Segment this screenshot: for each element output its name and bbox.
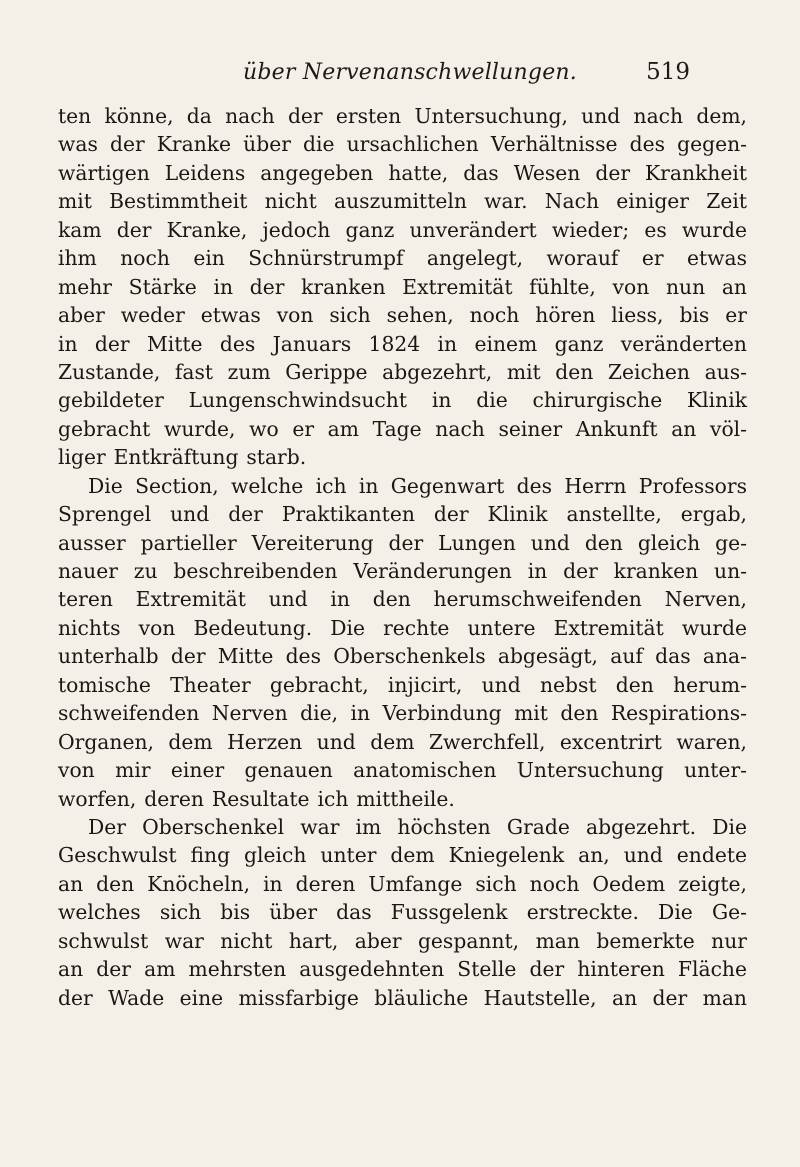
text-line: gebracht wurde, wo er am Tage nach seiner Ankunft an völ-: [58, 416, 747, 441]
text-line: Sprengel und der Praktikanten der Klinik anstellte, ergab,: [58, 502, 747, 527]
text-line: unterhalb der Mitte des Oberschenkels abgesägt, auf das ana-: [58, 644, 747, 669]
page-number: 519: [646, 59, 690, 85]
text-line: aber weder etwas von sich sehen, noch hören liess, bis er: [58, 303, 747, 328]
text-line: Zustande, fast zum Gerippe abgezehrt, mit den Zeichen aus-: [58, 359, 747, 384]
paragraph-end-line: worfen, deren Resultate ich mittheile.: [58, 786, 455, 811]
paragraph-start-line: Der Oberschenkel war im höchsten Grade abgezehrt. Die: [88, 814, 747, 839]
text-line: schwulst war nicht hart, aber gespannt, man bemerkte nur: [58, 928, 747, 953]
text-line: mehr Stärke in der kranken Extremität fühlte, von nun an: [58, 274, 747, 299]
text-line: an den Knöcheln, in deren Umfange sich noch Oedem zeigte,: [58, 871, 747, 896]
body-text: [58, 102, 747, 1012]
text-line: ausser partieller Vereiterung der Lungen und den gleich ge-: [58, 530, 747, 555]
text-line: Organen, dem Herzen und dem Zwerchfell, excentrirt waren,: [58, 729, 747, 754]
text-line: in der Mitte des Januars 1824 in einem ganz veränderten: [58, 331, 747, 356]
text-line: nichts von Bedeutung. Die rechte untere Extremität wurde: [58, 615, 747, 640]
text-line: mit Bestimmtheit nicht auszumitteln war. Nach einiger Zeit: [58, 189, 747, 214]
text-line: tomische Theater gebracht, injicirt, und nebst den herum-: [58, 672, 747, 697]
text-line: was der Kranke über die ursachlichen Verhältnisse des gegen-: [58, 132, 747, 157]
text-line: von mir einer genauen anatomischen Untersuchung unter-: [58, 758, 747, 783]
text-line: an der am mehrsten ausgedehnten Stelle der hinteren Fläche: [58, 957, 747, 982]
paragraph-end-line: liger Entkräftung starb.: [58, 445, 307, 470]
text-line: schweifenden Nerven die, in Verbindung mit den Respirations-: [58, 701, 747, 726]
text-line: welches sich bis über das Fussgelenk erstreckte. Die Ge-: [58, 900, 747, 925]
page-header: [0, 60, 800, 96]
text-line: gebildeter Lungenschwindsucht in die chirurgische Klinik: [58, 388, 747, 413]
text-line: nauer zu beschreibenden Veränderungen in der kranken un-: [58, 559, 747, 583]
text-line: der Wade eine missfarbige bläuliche Hautstelle, an der man: [58, 985, 747, 1010]
text-line: teren Extremität und in den herumschweifenden Nerven,: [58, 587, 747, 612]
text-line: ten könne, da nach der ersten Untersuchung, und nach dem,: [58, 104, 747, 128]
paragraph-start-line: Die Section, welche ich in Gegenwart des Herrn Professors: [88, 473, 747, 498]
text-line: Geschwulst fing gleich unter dem Kniegelenk an, und endete: [58, 843, 747, 868]
text-line: kam der Kranke, jedoch ganz unverändert wieder; es wurde: [58, 217, 747, 242]
running-title: über Nervenanschwellungen.: [243, 60, 577, 85]
text-line: ihm noch ein Schnürstrumpf angelegt, worauf er etwas: [58, 246, 747, 271]
text-line: wärtigen Leidens angegeben hatte, das Wesen der Krankheit: [58, 160, 747, 185]
